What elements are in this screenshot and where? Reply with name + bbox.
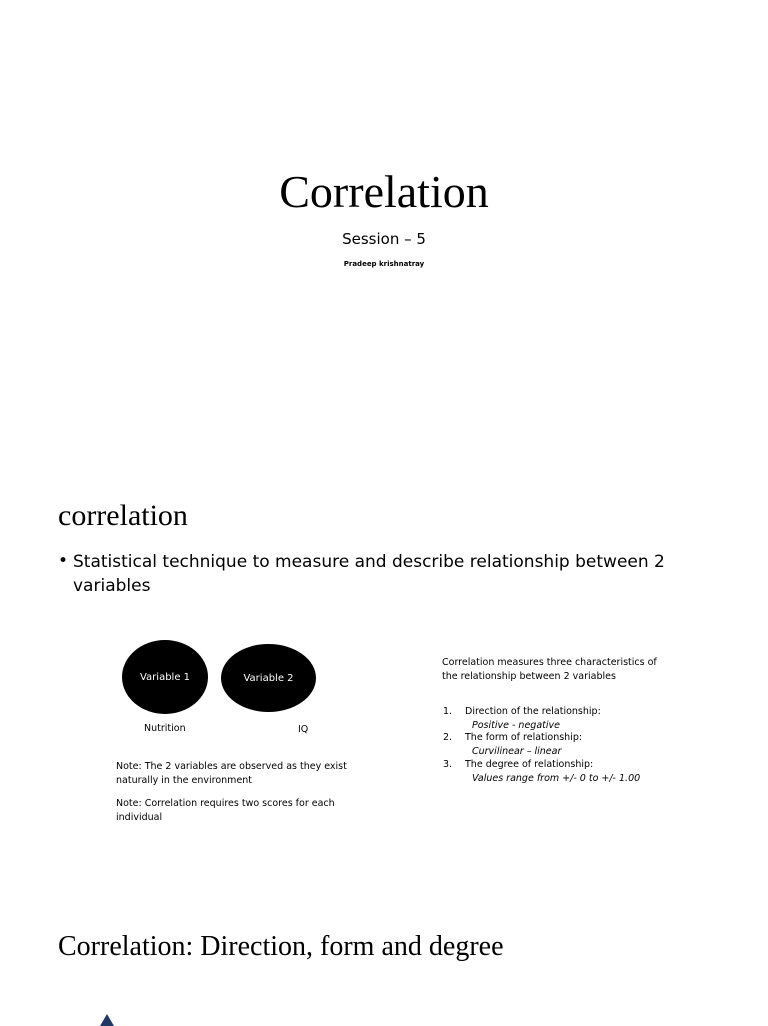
cropped-arrow-icon: [100, 1014, 114, 1026]
bullet-marker: •: [58, 551, 69, 571]
item-number: 2.: [443, 732, 453, 743]
note-two-scores: Note: Correlation requires two scores for each individual: [116, 798, 335, 823]
item-detail: Values range from +/- 0 to +/- 1.00: [472, 773, 641, 784]
item-label: The form of relationship:: [465, 732, 583, 743]
characteristic-item: [443, 705, 743, 733]
characteristic-item: [443, 758, 743, 786]
item-detail: Curvilinear – linear: [472, 746, 562, 757]
variable1-ellipse: [122, 640, 208, 714]
variable2-ellipse: [221, 644, 316, 712]
nutrition-label: Nutrition: [144, 723, 186, 734]
variable1-label: Variable 1: [139, 671, 191, 683]
item-number: 3.: [443, 759, 453, 770]
item-detail: Positive - negative: [472, 720, 560, 731]
item-label: Direction of the relationship:: [465, 706, 601, 717]
note-observed: Note: The 2 variables are observed as they exist naturally in the environment: [116, 761, 347, 786]
slide1-session: Session – 5: [342, 230, 426, 248]
slide2-bullet-text: Statistical technique to measure and describe relationship between 2 variables: [73, 552, 665, 596]
characteristic-item: [443, 731, 743, 759]
slide3-title: Correlation: Direction, form and degree: [58, 931, 504, 962]
slide2-title: correlation: [58, 499, 188, 532]
item-number: 1.: [443, 706, 453, 717]
slide1-title: Correlation: [279, 166, 489, 217]
variable2-label: Variable 2: [243, 672, 294, 684]
characteristics-intro: Correlation measures three characteristics of the relationship between 2 variables: [442, 657, 657, 682]
iq-label: IQ: [298, 724, 309, 735]
item-label: The degree of relationship:: [465, 759, 594, 770]
slide1-author: Pradeep krishnatray: [343, 260, 425, 268]
